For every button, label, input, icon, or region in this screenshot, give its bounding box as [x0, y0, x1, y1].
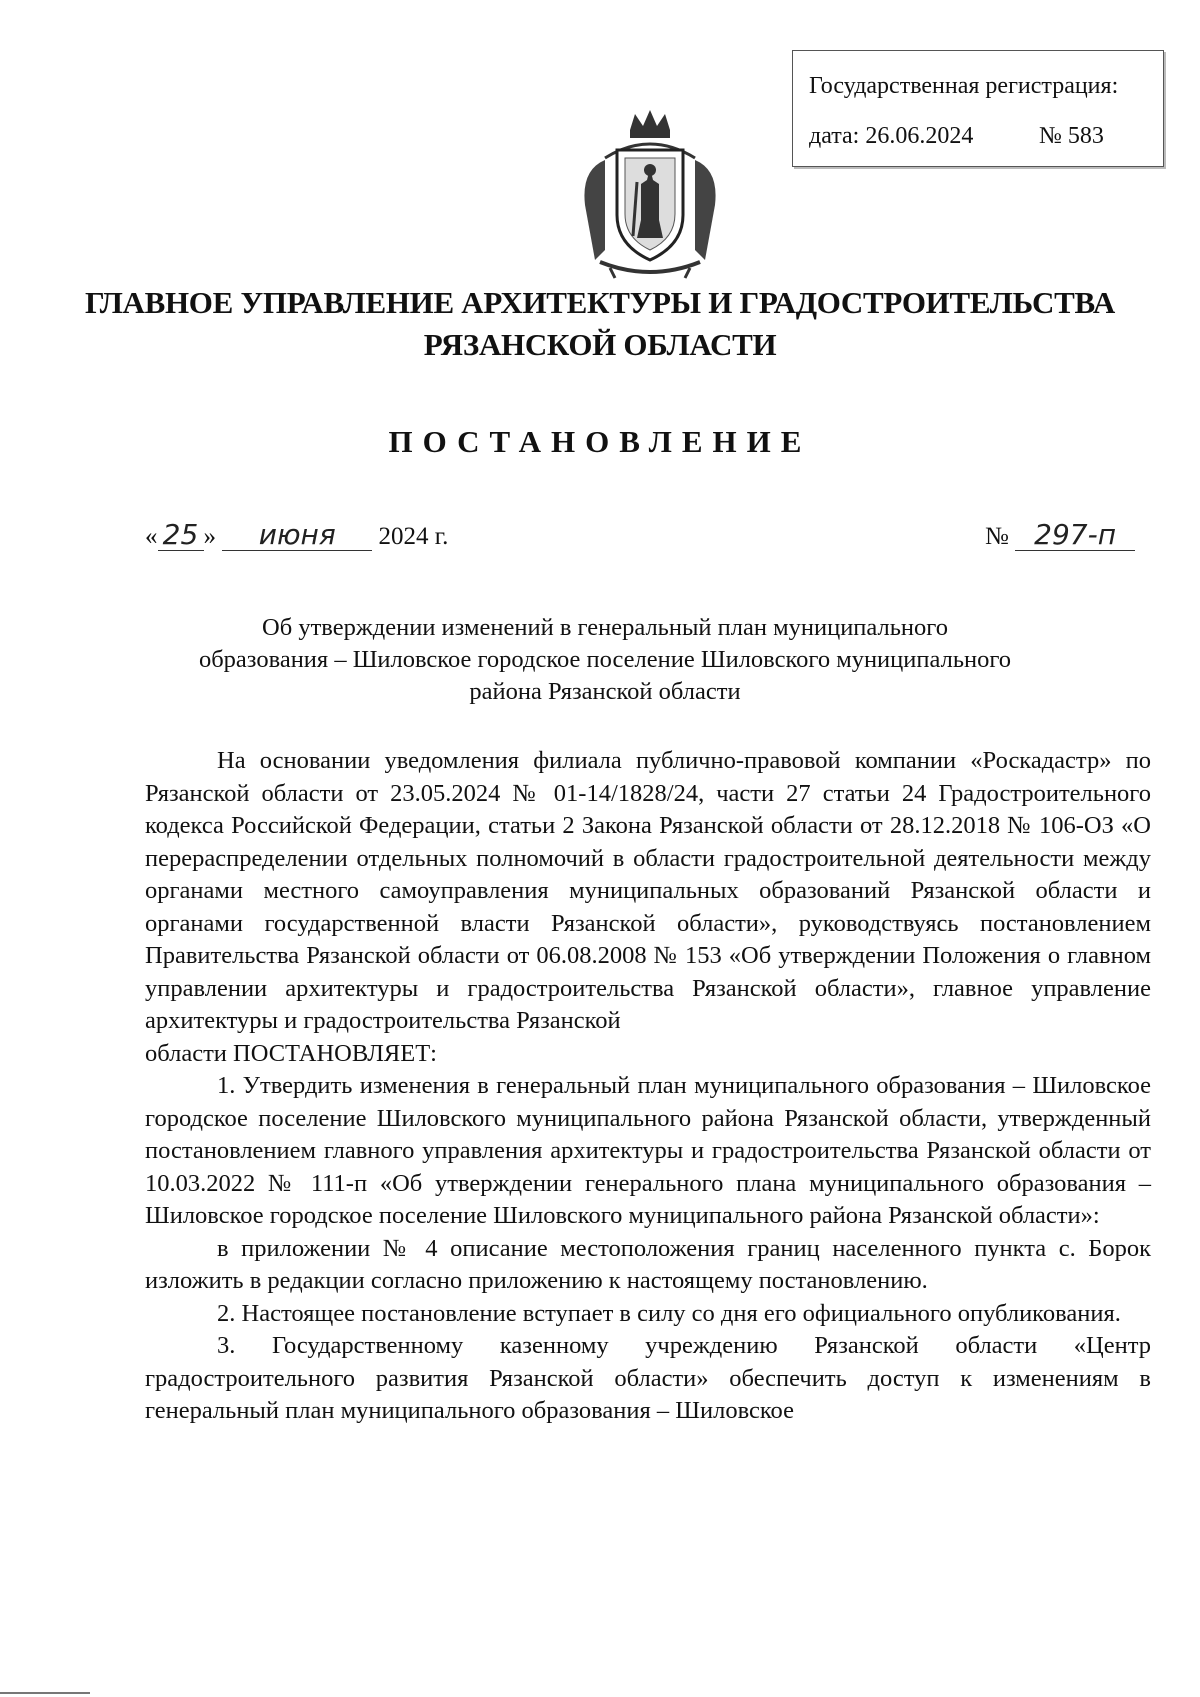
- organization-name-line1: ГЛАВНОЕ УПРАВЛЕНИЕ АРХИТЕКТУРЫ И ГРАДОСТРОИТЕЛЬСТВА: [84, 285, 1115, 320]
- ryazan-coat-of-arms-icon: [575, 110, 725, 280]
- item-1-detail-paragraph: в приложении № 4 описание местоположения границ населенного пункта с. Борок изложить в редакции согласно приложению к настоящему постановлению.: [145, 1234, 1151, 1294]
- handwritten-number: 297-п: [1015, 520, 1135, 551]
- subject-line3: района Рязанской области: [469, 678, 741, 705]
- date-open-quote: «: [145, 523, 158, 550]
- preamble-paragraph: На основании уведомления филиала публично-правовой компании «Роскадастр» по Рязанской области от 23.05.2024 № 01-14/1828/24, части 27 статьи 24 Градостроительного кодекса Российской Федерации, статьи 2 Закона Рязанской области от 28.12.2018 № 106-ОЗ «О перераспределении отдельных полномочий в области градостроительной деятельности между органами местного самоуправления муниципальных образований Рязанской области и органами государственной власти Рязанской области», руководствуясь постановлением Правительства Рязанской области от 06.08.2008 № 153 «Об утверждении Положения о главном управлении архитектуры и градостроительства Рязанской области», главное управление архитектуры и градостроительства Рязанской: [145, 747, 1151, 1034]
- document-number: [985, 520, 1135, 551]
- scan-edge-mark: [0, 1692, 90, 1694]
- handwritten-month: июня: [222, 520, 372, 551]
- item-1-paragraph: 1. Утвердить изменения в генеральный план муниципального образования – Шиловское городское поселение Шиловского муниципального района Рязанской области, утвержденный постановлением главного управления архитектуры и градостроительства Рязанской области от 10.03.2022 № 111-п «Об утверждении генерального плана муниципального образования – Шиловское городское поселение Шиловского муниципального района Рязанской области»:: [145, 1072, 1151, 1229]
- subject-line2: образования – Шиловское городское поселение Шиловского муниципального: [198, 646, 1012, 673]
- date-year: 2024 г.: [378, 523, 449, 550]
- handwritten-day: 25: [158, 520, 204, 551]
- document-body: [145, 745, 1151, 1428]
- registration-date: дата: 26.06.2024: [809, 123, 974, 149]
- document-subject: [150, 612, 1060, 708]
- registration-stamp: [792, 50, 1164, 167]
- preamble-end: области ПОСТАНОВЛЯЕТ:: [145, 1039, 437, 1067]
- document-date: [145, 520, 448, 551]
- organization-name-line2: РЯЗАНСКОЙ ОБЛАСТИ: [423, 327, 777, 362]
- item-2-paragraph: 2. Настоящее постановление вступает в силу со дня его официального опубликования.: [217, 1299, 1121, 1327]
- subject-line1: Об утверждении изменений в генеральный план муниципального: [262, 614, 948, 641]
- organization-name: [0, 282, 1200, 366]
- number-prefix: №: [985, 523, 1009, 550]
- registration-title: Государственная регистрация:: [809, 73, 1119, 99]
- item-3-paragraph: 3. Государственному казенному учреждению Рязанской области «Центр градостроительного развития Рязанской области» обеспечить доступ к изменениям в генеральный план муниципального образования – Шиловское: [145, 1332, 1151, 1424]
- document-type: ПОСТАНОВЛЕНИЕ: [388, 424, 812, 459]
- registration-number: № 583: [1039, 123, 1104, 149]
- date-close-quote: »: [203, 523, 216, 550]
